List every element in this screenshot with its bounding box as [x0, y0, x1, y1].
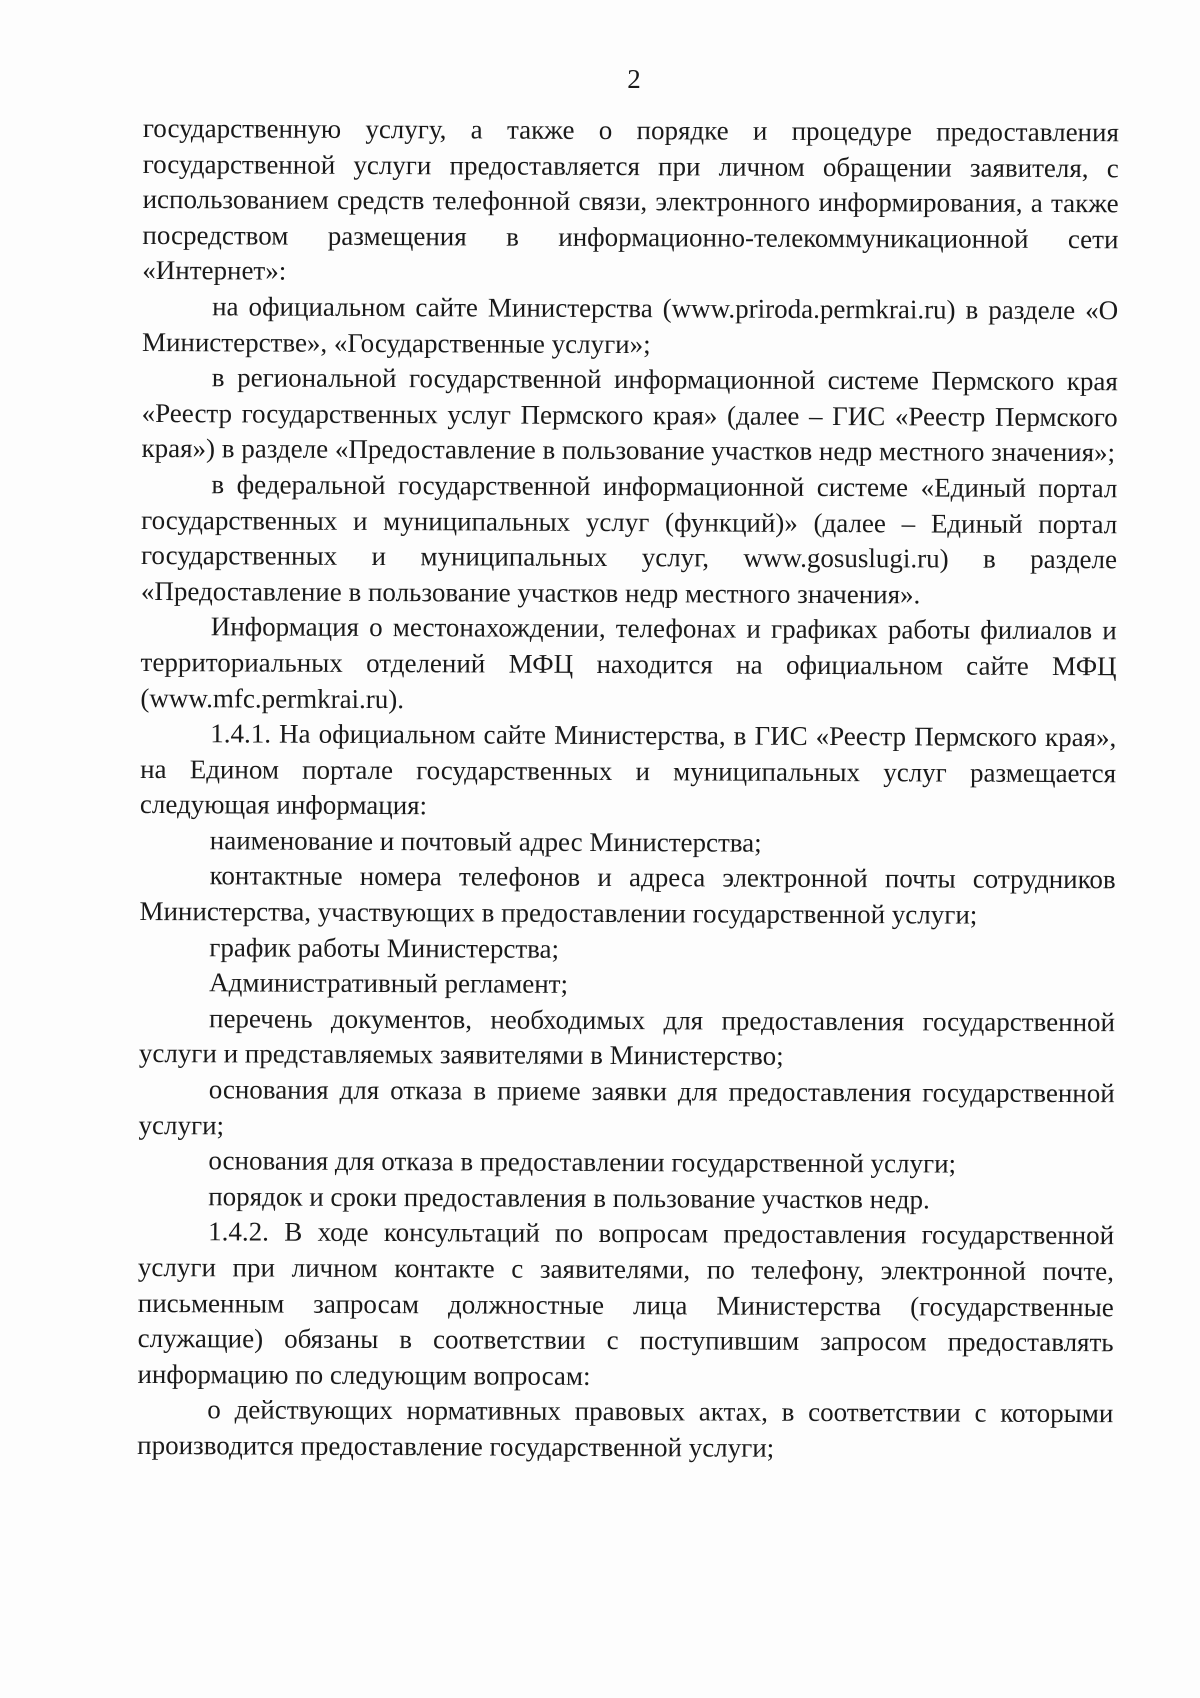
list-item-legal-acts: о действующих нормативных правовых актах, в соответствии с которыми производится предоставление государственной услуги; [137, 1394, 1114, 1463]
paragraph-1-4-1: 1.4.1. На официальном сайте Министерства, в ГИС «Реестр Пермского края», на Едином портале государственных и муниципальных услуг размещается следующая информация: [139, 718, 1117, 821]
list-item-refusal-application: основания для отказа в приеме заявки для предоставления государственной услуги; [138, 1074, 1115, 1140]
paragraph-ministry-site: на официальном сайте Министерства (www.priroda.permkrai.ru) в разделе «О Министерстве», «Государственные услуги»; [141, 291, 1119, 359]
list-item-contacts: контактные номера телефонов и адреса электронной почты сотрудников Министерства, участвующих в предоставлении государственной услуги; [139, 860, 1116, 930]
list-item-procedure: порядок и сроки предоставления в пользование участков недр. [208, 1181, 930, 1215]
page-number: 2 [627, 64, 641, 94]
paragraph-mfc-info: Информация о местонахождении, телефонах и графиках работы филиалов и территориальных отделений МФЦ находится на официальном сайте МФЦ (www.mfc.permkrai.ru). [140, 611, 1117, 714]
paragraph-1-4-2: 1.4.2. В ходе консультаций по вопросам предоставления государственной услуги при личном контакте с заявителями, по телефону, электронной почте, письменным запросам должностные лица Министерства (государственные служащие) обязаны в соответствии с поступившим запросом предоставлять информацию по следующим вопросам: [137, 1216, 1115, 1391]
paragraph-federal-portal: в федеральной государственной информационной системе «Единый портал государственных и муниципальных услуг (функций)» (далее – Единый портал государственных и муниципальных услуг, www.gosuslugi.ru) в разделе «Предоставление в пользование участков недр местного значения». [140, 469, 1118, 610]
paragraph-continuation: государственную услугу, а также о порядке и процедуре предоставления государственной услуги предоставляется при личном обращении заявителя, с использованием средств телефонной связи, электронного информирования, а также посредством размещения в информационно-телекоммуникационной сети «Интернет»: [142, 112, 1119, 287]
list-item-documents: перечень документов, необходимых для предоставления государственной услуги и представляемых заявителями в Министерство; [138, 1003, 1116, 1072]
list-item-schedule: график работы Министерства; [209, 931, 560, 964]
list-item-refusal-service: основания для отказа в предоставлении государственной услуги; [208, 1145, 957, 1179]
paragraph-regional-registry: в региональной государственной информационной системе Пермского края «Реестр государственных услуг Пермского края» (далее – ГИС «Реестр Пермского края») в разделе «Предоставление в пользование участков недр местного значения»; [141, 362, 1118, 468]
document-body [137, 111, 1119, 1468]
list-item-name-address: наименование и почтовый адрес Министерства; [209, 825, 762, 858]
list-item-regulation: Административный регламент; [209, 967, 569, 1000]
